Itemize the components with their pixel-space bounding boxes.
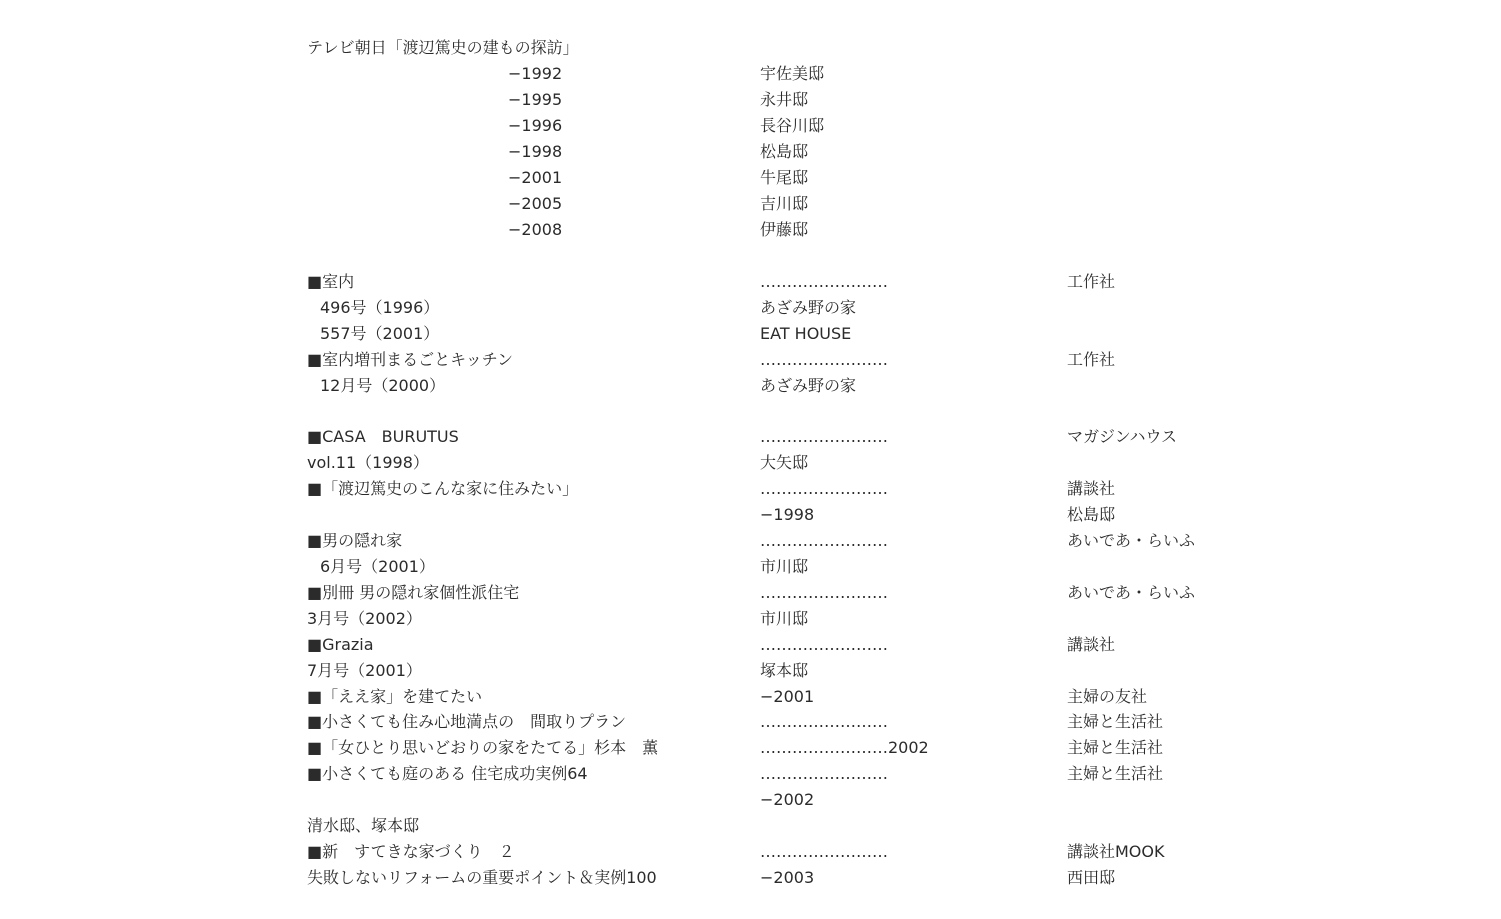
publication-year: −2002 [760,790,815,809]
leader-dots-with-year: ……………………2002 [760,738,929,757]
tv-entry-year: −2001 [508,168,563,187]
publication-title: ■室内増刊まるごとキッチン [307,350,513,369]
featured-house: 塚本邸 [760,661,809,680]
publication-title: ■小さくても住み心地満点の 間取りプラン [307,712,627,731]
leader-dots: …………………… [760,350,888,369]
issue-row [0,813,1501,839]
issue-row [0,295,1501,321]
issue-row [0,373,1501,399]
publisher-name: 主婦と生活社 [1067,712,1164,731]
tv-entry-row [0,87,1501,113]
publication-row [0,761,1501,787]
publication-title: ■「ええ家」を建てたい [307,687,483,706]
tv-entry-year: −1998 [508,142,563,161]
leader-dots: …………………… [760,712,888,731]
leader-dots: …………………… [760,531,888,550]
issue-label: 496号（1996） [320,298,440,317]
issue-row [0,450,1501,476]
leader-dots: …………………… [760,635,888,654]
publication-year: −2003 [760,868,815,887]
featured-house: EAT HOUSE [760,324,852,343]
publication-row [0,476,1501,502]
publisher-name: 工作社 [1067,350,1116,369]
featured-house: 大矢邸 [760,453,809,472]
issue-row [0,502,1501,528]
issue-label: vol.11（1998） [307,453,429,472]
publisher-name: 主婦の友社 [1067,687,1148,706]
publication-title: ■別冊 男の隠れ家個性派住宅 [307,583,520,602]
issue-label: 557号（2001） [320,324,440,343]
publication-title: ■小さくても庭のある 住宅成功実例64 [307,764,588,783]
publisher-name: 主婦と生活社 [1067,738,1164,757]
leader-dots: …………………… [760,842,888,861]
featured-house: あざみ野の家 [760,376,857,395]
issue-row [0,554,1501,580]
publication-row [0,580,1501,606]
tv-entry-house: 長谷川邸 [760,116,825,135]
issue-label: 7月号（2001） [307,661,422,680]
featured-house: 西田邸 [1067,868,1116,887]
publication-row [0,684,1501,710]
publisher-name: 工作社 [1067,272,1116,291]
tv-entry-year: −2005 [508,194,563,213]
tv-entry-house: 伊藤邸 [760,220,809,239]
issue-label: 12月号（2000） [320,376,446,395]
issue-row [0,606,1501,632]
tv-entry-house: 吉川邸 [760,194,809,213]
issue-row [0,865,1501,891]
publisher-name: 講談社MOOK [1067,842,1165,861]
tv-entry-row [0,139,1501,165]
tv-entry-year: −1995 [508,90,563,109]
tv-entry-house: 永井邸 [760,90,809,109]
tv-program-heading: テレビ朝日「渡辺篤史の建もの探訪」 [307,38,579,57]
publisher-name: あいであ・らいふ [1067,531,1196,550]
issue-row [0,321,1501,347]
publication-title: ■男の隠れ家 [307,531,403,550]
leader-dots: …………………… [760,427,888,446]
publisher-name: 主婦と生活社 [1067,764,1164,783]
publication-row [0,424,1501,450]
publication-title: ■「渡辺篤史のこんな家に住みたい」 [307,479,579,498]
publication-row [0,269,1501,295]
tv-entry-house: 宇佐美邸 [760,64,825,83]
issue-year: −1998 [760,505,815,524]
tv-entry-row [0,217,1501,243]
issue-label: 6月号（2001） [320,557,435,576]
publication-title: ■新 すてきな家づくり ２ [307,842,515,861]
leader-dots: …………………… [760,764,888,783]
tv-entry-house: 松島邸 [760,142,809,161]
tv-entry-row [0,113,1501,139]
tv-heading-row [0,35,1501,61]
featured-house: 市川邸 [760,609,809,628]
featured-house: あざみ野の家 [760,298,857,317]
tv-entry-house: 牛尾邸 [760,168,809,187]
featured-house: 市川邸 [760,557,809,576]
tv-entry-row [0,191,1501,217]
publisher-name: 講談社 [1067,635,1116,654]
featured-houses: 清水邸、塚本邸 [307,816,420,835]
publisher-name: 講談社 [1067,479,1116,498]
tv-entry-row [0,165,1501,191]
publication-subtitle: 失敗しないリフォームの重要ポイント＆実例100 [307,868,657,887]
publication-row [0,632,1501,658]
leader-dots: …………………… [760,479,888,498]
featured-house: 松島邸 [1067,505,1116,524]
tv-entry-year: −1992 [508,64,563,83]
publication-title: ■CASA BURUTUS [307,427,459,446]
publication-title: ■「女ひとり思いどおりの家をたてる」杉本 薫 [307,738,659,757]
tv-entry-row [0,61,1501,87]
leader-dots: …………………… [760,583,888,602]
publication-title: ■Grazia [307,635,374,654]
tv-entry-year: −2008 [508,220,563,239]
publication-row [0,839,1501,865]
publication-row [0,347,1501,373]
publisher-name: あいであ・らいふ [1067,583,1196,602]
tv-entry-year: −1996 [508,116,563,135]
publication-title: ■室内 [307,272,355,291]
publisher-name: マガジンハウス [1067,427,1178,446]
publication-row [0,735,1501,761]
publication-row [0,528,1501,554]
issue-label: 3月号（2002） [307,609,422,628]
publication-year: −2001 [760,687,815,706]
leader-dots: …………………… [760,272,888,291]
issue-row [0,787,1501,813]
issue-row [0,658,1501,684]
publication-row [0,709,1501,735]
